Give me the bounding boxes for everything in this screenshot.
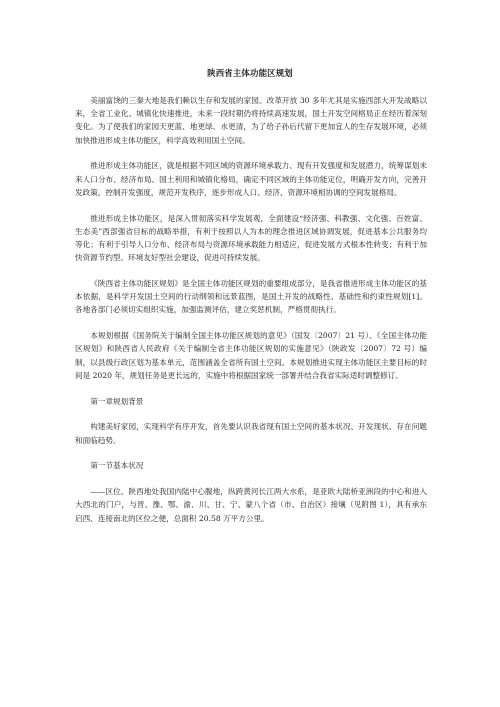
paragraph-plan-status: 《陕西省主体功能区规划》是全国主体功能区规划的重要组成部分，是我省推进形成主体功能区的基本依据，是科学开发国土空间的行动纲领和远景蓝图，是国土开发的战略性、基础性和约束性规划[1]。各地各部门必须切实组织实施，加强监测评估，建立奖惩机制，严格贯彻执行。: [75, 279, 427, 315]
paragraph-significance: 推进形成主体功能区，是深入贯彻落实科学发展观，全面建设“经济强、科教强、文化强、百姓富、生态美”西部强省目标的战略举措，有利于按照以人为本的理念推进区域协调发展，促进基本公共服务均等化；有利于引导人口分布、经济布局与资源环境承载能力相适应，促进发展方式根本性转变；有利于加快资源节约型、环境友好型社会建设，促进可持续发展。: [75, 213, 427, 263]
document-title: 陕西省主体功能区规划: [207, 68, 293, 78]
document-body: [75, 94, 427, 537]
paragraph-intro: 美丽富饶的三秦大地是我们赖以生存和发展的家园。改革开放 30 多年尤其是实施西部大开发战略以来，全省工业化、城镇化快速推进，未来一段时期仍将持续高速发展，国土开发空间格局正在经历着深刻变化。为了使我们的家园天更蓝、地更绿、水更清，为了给子孙后代留下更加宜人的生存发展环境，必须加快推进形成主体功能区，科学高效利用国土空间。: [75, 96, 427, 145]
paragraph-definition: 推进形成主体功能区，就是根据不同区域的资源环境承载力、现有开发强度和发展潜力，统筹谋划未来人口分布、经济布局、国土利用和城镇化格局，确定不同区域的主体功能定位，明确开发方向，完善开发政策，控制开发强度，规范开发秩序，逐步形成人口、经济、资源环境相协调的空间发展格局。: [75, 161, 427, 197]
paragraph-basis: 本规划根据《国务院关于编制全国主体功能区规划的意见》（国发〔2007〕21 号）、《全国主体功能区规划》和陕西省人民政府《关于编制全省主体功能区规划的实施意见》（陕政发〔2007〕72 号）编制，以县级行政区划为基本单元，范围涵盖全省所有国土空间。本规划推进实现主体功能区主要目标的时间是 2020 年，规划任务是更长远的，实施中将根据国家统一部署并结合我省实际适时调整修订。: [75, 331, 427, 380]
paragraph-chapter-intro: 构建美好家园，实现科学有序开发，首先要认识我省现有国土空间的基本状况、开发现状、存在问题和面临趋势。: [75, 422, 427, 445]
section-heading: 第一节基本状况: [90, 461, 144, 471]
chapter-heading: 第一章规划背景: [90, 396, 144, 406]
paragraph-location: ——区位。陕西地处我国内陆中心腹地，纵跨黄河长江两大水系，是亚欧大陆桥亚洲段的中心和进入大西北的门户，与晋、豫、鄂、渝、川、甘、宁、蒙八个省（市、自治区）接壤（见附图 1），具有承东启西、连接南北的区位之便，总面积 20.58 万平方公里。: [75, 487, 427, 523]
